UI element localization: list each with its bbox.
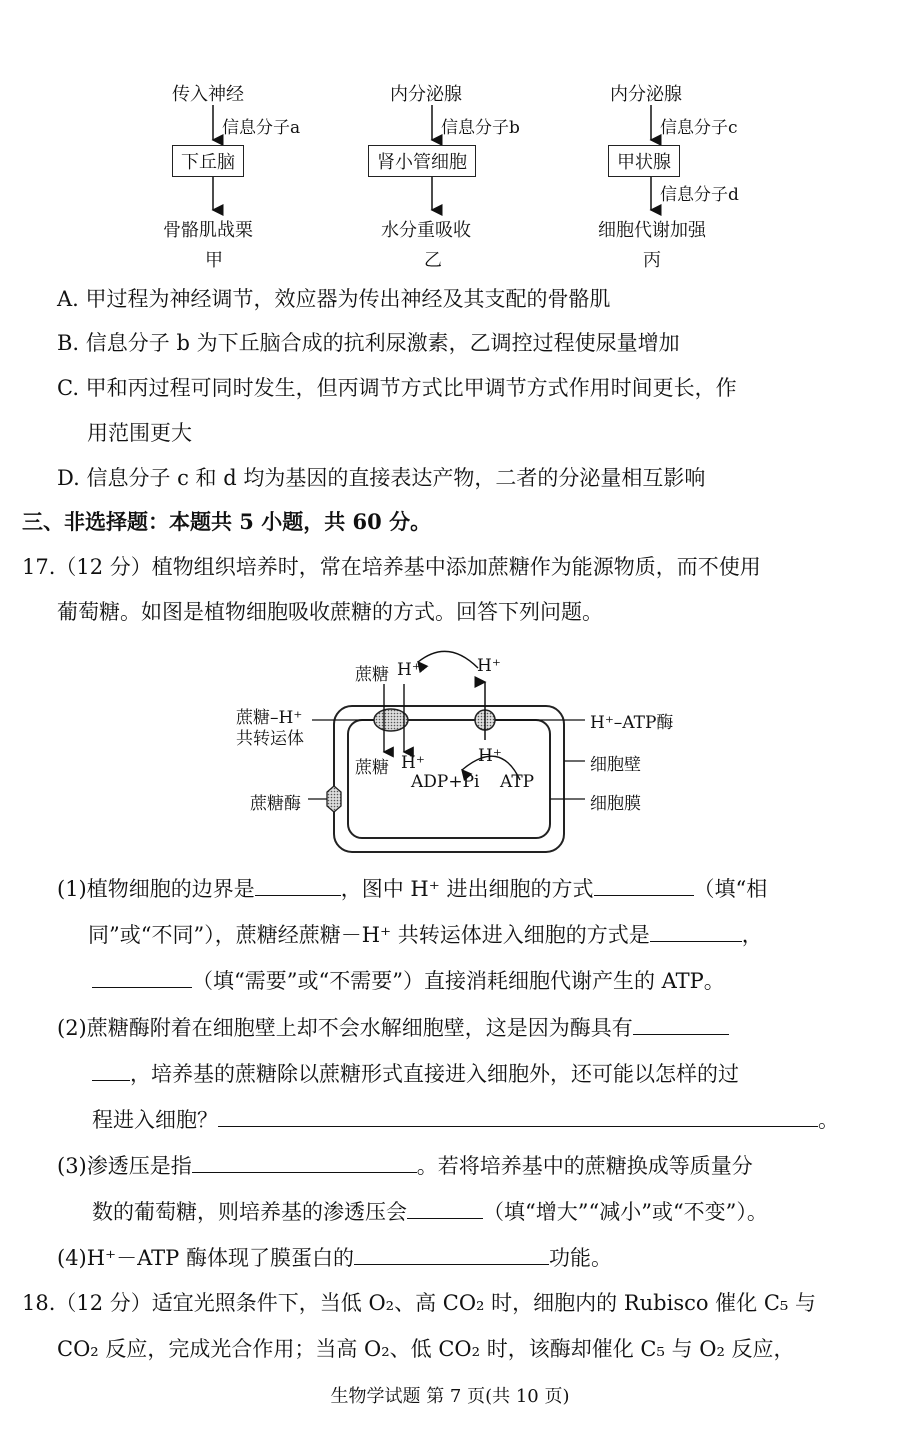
label-atpase: H⁺–ATP酶 <box>590 713 674 733</box>
yi-effect: 水分重吸收 <box>381 220 471 241</box>
q17-part1-line3: （填“需要”或“不需要”）直接消耗细胞代谢产生的 ATP。 <box>92 965 725 996</box>
yi-box: 肾小管细胞 <box>368 145 476 177</box>
bing-label: 丙 <box>643 250 661 271</box>
answer-blank[interactable] <box>594 873 694 896</box>
label-adp: ADP+Pi <box>411 772 480 792</box>
label-atp: ATP <box>500 772 535 792</box>
answer-blank[interactable] <box>633 1012 729 1035</box>
label-cotransporter-2: 共转运体 <box>236 729 304 749</box>
label-cell-membrane: 细胞膜 <box>590 794 641 814</box>
answer-blank[interactable] <box>192 1150 417 1173</box>
q17-part1-line2: 同”或“不同”），蔗糖经蔗糖－H⁺ 共转运体进入细胞的方式是 ， <box>88 919 763 950</box>
label-h-in-atpase: H⁺ <box>478 746 502 766</box>
answer-blank[interactable] <box>407 1196 483 1219</box>
answer-blank[interactable] <box>255 873 341 896</box>
answer-blank[interactable] <box>650 919 742 942</box>
page-footer: 生物学试题 第 7 页(共 10 页) <box>330 1386 570 1407</box>
label-h-out: H⁺ <box>397 660 421 680</box>
jia-signal: 信息分子a <box>222 118 301 138</box>
q17-stem-line1: 17.（12 分）植物组织培养时，常在培养基中添加蔗糖作为能源物质，而不使用 <box>22 555 761 579</box>
bing-signal-c: 信息分子c <box>660 118 738 138</box>
bing-box: 甲状腺 <box>608 145 680 177</box>
option-d: D. 信息分子 c 和 d 均为基因的直接表达产物，二者的分泌量相互影响 <box>57 466 706 490</box>
yi-signal: 信息分子b <box>441 118 520 138</box>
label-cell-wall: 细胞壁 <box>590 755 641 775</box>
answer-blank[interactable] <box>92 1058 130 1081</box>
q17-part2-line3: 程进入细胞？ 。 <box>92 1104 839 1135</box>
label-h-pumped: H⁺ <box>477 656 501 676</box>
answer-blank[interactable] <box>354 1242 549 1265</box>
bing-effect: 细胞代谢加强 <box>598 220 706 241</box>
label-cotransporter-1: 蔗糖–H⁺ <box>236 708 303 728</box>
yi-label: 乙 <box>424 250 442 271</box>
cell-diagram-graphic <box>0 640 900 865</box>
q17-part3-line2: 数的葡萄糖，则培养基的渗透压会 （填“增大”“减小”或“不变”）。 <box>92 1196 768 1227</box>
q17-part2-line2: ，培养基的蔗糖除以蔗糖形式直接进入细胞外，还可能以怎样的过 <box>92 1058 739 1089</box>
q18-line2: CO₂ 反应，完成光合作用；当高 O₂、低 CO₂ 时，该酶却催化 C₅ 与 O₂ 反应， <box>57 1337 795 1361</box>
label-sucrase: 蔗糖酶 <box>250 794 301 814</box>
jia-effect: 骨骼肌战栗 <box>163 220 253 241</box>
yi-source: 内分泌腺 <box>390 84 462 105</box>
sucrase-shape <box>327 786 341 812</box>
answer-blank[interactable] <box>92 965 192 988</box>
q17-part3-line1: (3)渗透压是指 。若将培养基中的蔗糖换成等质量分 <box>57 1150 753 1181</box>
bing-signal-d: 信息分子d <box>660 185 739 205</box>
cotransporter-shape <box>374 709 408 731</box>
option-b: B. 信息分子 b 为下丘脑合成的抗利尿激素，乙调控过程使尿量增加 <box>57 331 680 355</box>
bing-source: 内分泌腺 <box>610 84 682 105</box>
jia-source: 传入神经 <box>172 84 244 105</box>
answer-blank[interactable] <box>218 1104 818 1127</box>
q17-stem-line2: 葡萄糖。如图是植物细胞吸收蔗糖的方式。回答下列问题。 <box>57 600 603 624</box>
q18-line1: 18.（12 分）适宜光照条件下，当低 O₂、高 CO₂ 时，细胞内的 Rubisco 催化 C₅ 与 <box>22 1291 817 1315</box>
option-a: A. 甲过程为神经调节，效应器为传出神经及其支配的骨骼肌 <box>57 287 611 311</box>
section-heading: 三、非选择题：本题共 5 小题，共 60 分。 <box>22 509 432 534</box>
option-c-line2: 用范围更大 <box>87 421 192 445</box>
q17-part2-line1: (2)蔗糖酶附着在细胞壁上却不会水解细胞壁，这是因为酶具有 <box>57 1012 729 1043</box>
label-sucrose-out: 蔗糖 <box>355 665 389 685</box>
jia-label: 甲 <box>205 250 223 271</box>
option-c-line1: C. 甲和丙过程可同时发生，但丙调节方式比甲调节方式作用时间更长，作 <box>57 376 737 400</box>
label-h-in: H⁺ <box>401 753 425 773</box>
jia-box: 下丘脑 <box>172 145 244 177</box>
label-sucrose-in: 蔗糖 <box>355 758 389 778</box>
q17-part1-line1: (1)植物细胞的边界是 ，图中 H⁺ 进出细胞的方式 （填“相 <box>57 873 767 904</box>
q17-part4: (4)H⁺－ATP 酶体现了膜蛋白的 功能。 <box>57 1242 612 1273</box>
